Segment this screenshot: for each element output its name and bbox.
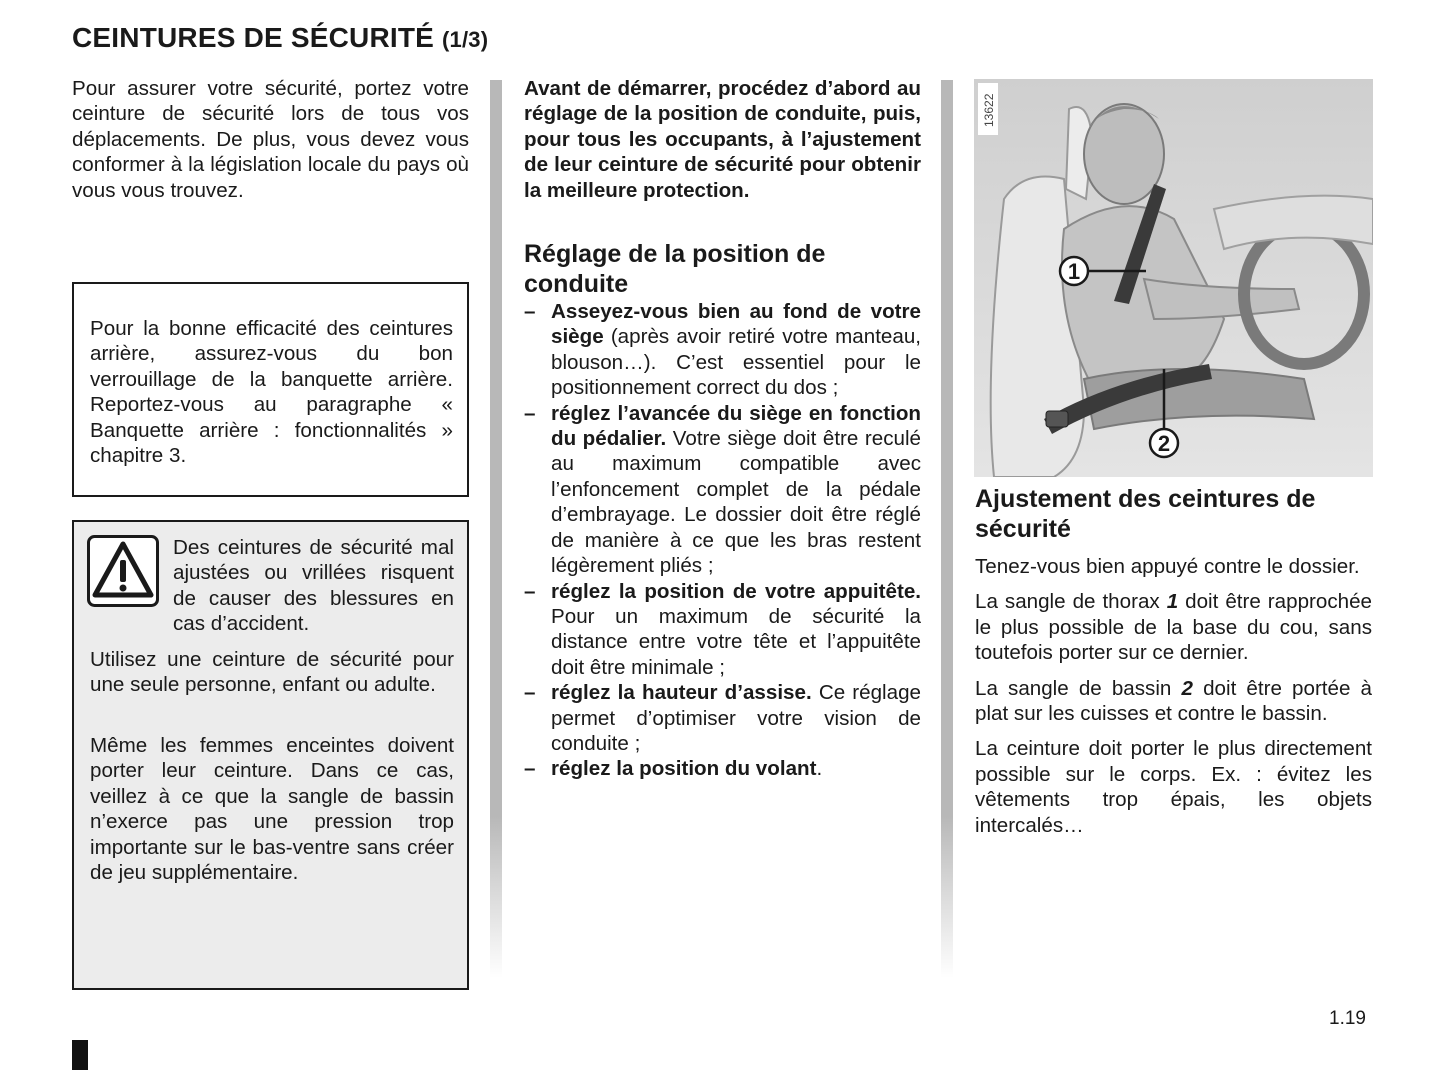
list-item (524, 401, 921, 579)
paragraph-text: La sangle de bassin (975, 676, 1182, 700)
callout-reference: 2 (1181, 676, 1193, 700)
paragraph (975, 589, 1372, 665)
section-heading: Réglage de la position de conduite (524, 240, 826, 299)
note-box (72, 282, 469, 497)
intro-paragraph: Pour assurer votre sécurité, portez votre ceinture de sécurité lors de tous vos déplacements. De plus, vous devez vous conformer à la législation locale du pays où vous vous trouvez. (72, 77, 469, 202)
list-item (524, 579, 921, 681)
warning-paragraph: Utilisez une ceinture de sécurité pour une seule personne, enfant ou adulte. (90, 648, 454, 697)
paragraph-text: doit être portée à plat sur les cuisses et contre le bassin. (975, 676, 1372, 726)
driver-drawing (974, 79, 1373, 477)
list-item-bold: Asseyez-vous bien au fond de votre siège (551, 300, 921, 349)
column-divider (490, 80, 502, 978)
list-item-bold: réglez la position du volant (551, 757, 817, 781)
list-item-text: . (816, 757, 823, 781)
list-item-text: Ce réglage permet d’optimiser votre vision de conduite ; (551, 681, 921, 755)
figure-reference: 13622 (982, 93, 996, 127)
list-item (524, 680, 921, 756)
paragraph-text: La sangle de thorax (975, 590, 1167, 614)
page-title (72, 22, 488, 54)
page-number: 1.19 (1329, 1008, 1366, 1029)
seatbelt-illustration (974, 79, 1373, 477)
chapter-thumb-mark (72, 1040, 88, 1070)
list-item (524, 299, 921, 401)
adjustment-list (524, 299, 921, 782)
driving-position-column (524, 76, 921, 782)
column-divider (941, 80, 953, 978)
warning-paragraph: Même les femmes enceintes doivent porter leur ceinture. Dans ce cas, veillez à ce que la sangle de bassin n’exerce pas une pression trop importante sur le bas-ventre sans créer de jeu supplémentaire. (90, 734, 454, 885)
belt-adjustment-column (975, 484, 1372, 848)
list-item (524, 756, 921, 781)
callout-reference: 1 (1166, 590, 1179, 614)
paragraph (975, 676, 1372, 727)
page-title-main: CEINTURES DE SÉCURITÉ (72, 22, 435, 53)
warning-triangle-icon (87, 535, 159, 607)
warning-text: Des ceintures de sécurité mal ajustées ou vrillées risquent de causer des blessures en cas d’accident. (173, 536, 454, 636)
paragraph-text: doit être rapprochée le plus possible de la base du cou, sans toutefois porter sur ce dernier. (975, 590, 1372, 665)
list-item-text: Pour un maximum de sécurité la distance entre votre tête et l’appuitête doit être minimale ; (551, 604, 921, 679)
list-item-bold: réglez l’avancée du siège en fonction du pédalier. (551, 401, 921, 451)
callout-1-label: 1 (1067, 259, 1081, 284)
paragraph: La ceinture doit porter le plus directement possible sur le corps. Ex. : évitez les vêtements trop épais, les objets intercalés… (975, 737, 1372, 837)
list-item-bold: réglez la hauteur d’assise. (551, 681, 812, 705)
intro-bold-paragraph: Avant de démarrer, procédez d’abord au réglage de la position de conduite, puis, pour tous les occupants, à l’ajustement de leur ceinture de sécurité pour obtenir la meilleure protection. (524, 77, 921, 202)
callout-2-label: 2 (1157, 431, 1171, 456)
list-item-text: Votre siège doit être reculé au maximum compatible avec l’enfoncement complet de la pédale d’embrayage. Le dossier doit être réglé de manière à ce que les bras restent légèrement pliés ; (551, 427, 921, 578)
page-title-part: (1/3) (442, 27, 489, 52)
list-item-text: (après avoir retiré votre manteau, blouson…). C’est essentiel pour le positionnement correct du dos ; (551, 325, 921, 400)
paragraph: Tenez-vous bien appuyé contre le dossier. (975, 555, 1360, 578)
list-item-bold: réglez la position de votre appuitête. (551, 579, 921, 603)
warning-box (72, 520, 469, 990)
section-heading: Ajustement des ceintures de sécurité (975, 485, 1316, 543)
note-box-text: Pour la bonne efficacité des ceintures arrière, assurez-vous du bon verrouillage de la banquette arrière. Reportez-vous au paragraphe « Banquette arrière : fonctionnalités » chapitre 3. (90, 317, 453, 468)
